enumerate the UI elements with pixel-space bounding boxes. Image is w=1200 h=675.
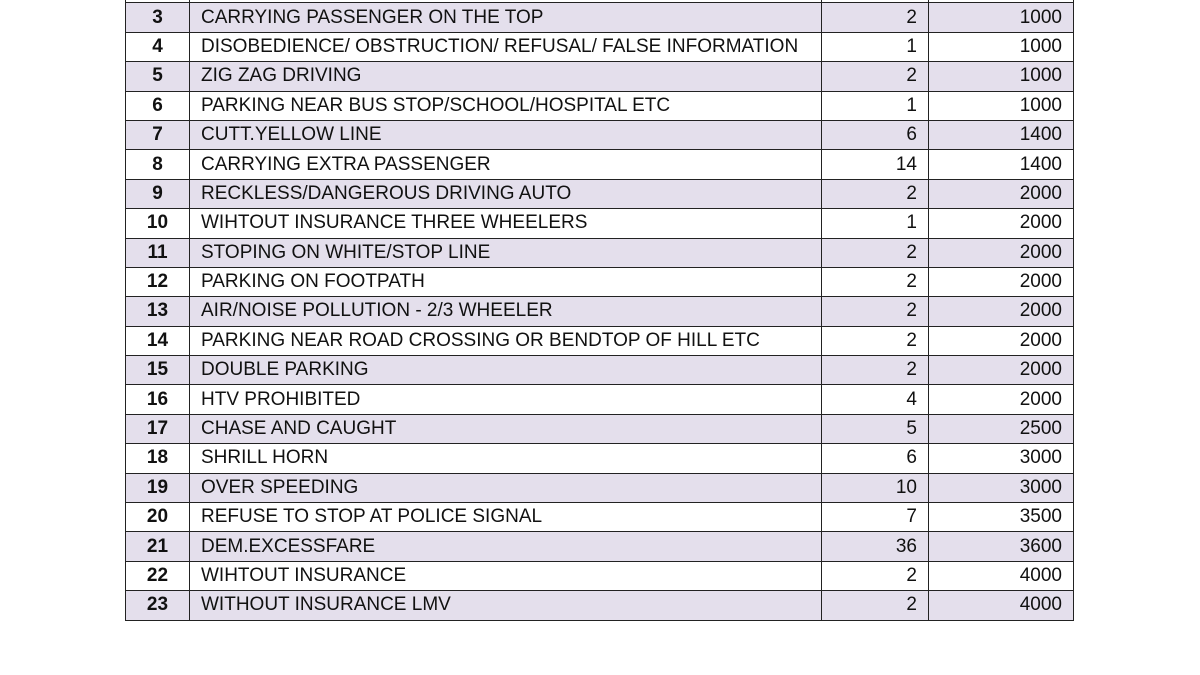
table-row [126, 591, 1074, 620]
offence-cell: HTV PROHIBITED [190, 385, 822, 414]
serial-number-cell: 9 [126, 179, 190, 208]
count-cell: 2 [822, 591, 929, 620]
table-row [126, 473, 1074, 502]
amount-cell: 1400 [929, 120, 1074, 149]
count-cell: 7 [822, 503, 929, 532]
count-cell: 2 [822, 326, 929, 355]
count-cell: 2 [822, 356, 929, 385]
offence-cell: WIHTOUT INSURANCE [190, 561, 822, 590]
offence-cell: PARKING NEAR BUS STOP/SCHOOL/HOSPITAL ETC [190, 91, 822, 120]
table-row [126, 532, 1074, 561]
table-row [126, 267, 1074, 296]
table-body [126, 0, 1074, 620]
amount-cell: 1000 [929, 91, 1074, 120]
serial-number-cell: 13 [126, 297, 190, 326]
table-row [126, 503, 1074, 532]
table-row [126, 444, 1074, 473]
offence-cell: CARRYING PASSENGER ON THE TOP [190, 3, 822, 32]
count-cell: 36 [822, 532, 929, 561]
offence-cell: DISOBEDIENCE/ OBSTRUCTION/ REFUSAL/ FALSE INFORMATION [190, 32, 822, 61]
amount-cell: 4000 [929, 591, 1074, 620]
amount-cell: 2500 [929, 414, 1074, 443]
table-row [126, 385, 1074, 414]
amount-cell: 1000 [929, 32, 1074, 61]
table-row [126, 150, 1074, 179]
serial-number-cell: 7 [126, 120, 190, 149]
offence-cell: SHRILL HORN [190, 444, 822, 473]
offence-cell: WIHTOUT INSURANCE THREE WHEELERS [190, 209, 822, 238]
amount-cell: 1400 [929, 150, 1074, 179]
serial-number-cell: 8 [126, 150, 190, 179]
offence-cell: REFUSE TO STOP AT POLICE SIGNAL [190, 503, 822, 532]
count-cell: 1 [822, 209, 929, 238]
count-cell: 2 [822, 267, 929, 296]
amount-cell: 1000 [929, 3, 1074, 32]
count-cell: 6 [822, 444, 929, 473]
serial-number-cell: 11 [126, 238, 190, 267]
count-cell: 2 [822, 238, 929, 267]
offence-cell: RECKLESS/DANGEROUS DRIVING AUTO [190, 179, 822, 208]
count-cell: 6 [822, 120, 929, 149]
offence-cell: STOPING ON WHITE/STOP LINE [190, 238, 822, 267]
offence-cell: CARRYING EXTRA PASSENGER [190, 150, 822, 179]
amount-cell: 3000 [929, 444, 1074, 473]
amount-cell: 2000 [929, 356, 1074, 385]
amount-cell: 2000 [929, 297, 1074, 326]
count-cell: 4 [822, 385, 929, 414]
serial-number-cell: 18 [126, 444, 190, 473]
offence-cell: CUTT.YELLOW LINE [190, 120, 822, 149]
table-row [126, 297, 1074, 326]
amount-cell: 2000 [929, 238, 1074, 267]
serial-number-cell: 4 [126, 32, 190, 61]
serial-number-cell: 21 [126, 532, 190, 561]
offence-cell: PARKING ON FOOTPATH [190, 267, 822, 296]
count-cell: 5 [822, 414, 929, 443]
table-row [126, 326, 1074, 355]
serial-number-cell: 17 [126, 414, 190, 443]
serial-number-cell: 3 [126, 3, 190, 32]
violations-table [125, 0, 1074, 621]
count-cell: 2 [822, 297, 929, 326]
serial-number-cell: 5 [126, 62, 190, 91]
serial-number-cell: 10 [126, 209, 190, 238]
serial-number-cell: 22 [126, 561, 190, 590]
offence-cell: OVER SPEEDING [190, 473, 822, 502]
serial-number-cell: 12 [126, 267, 190, 296]
amount-cell: 4000 [929, 561, 1074, 590]
serial-number-cell: 14 [126, 326, 190, 355]
amount-cell: 2000 [929, 326, 1074, 355]
table-row [126, 32, 1074, 61]
offence-cell: ZIG ZAG DRIVING [190, 62, 822, 91]
table-row [126, 209, 1074, 238]
count-cell: 14 [822, 150, 929, 179]
table-row [126, 561, 1074, 590]
offence-cell: DOUBLE PARKING [190, 356, 822, 385]
table-row [126, 62, 1074, 91]
offence-cell: CHASE AND CAUGHT [190, 414, 822, 443]
count-cell: 2 [822, 179, 929, 208]
table-row [126, 179, 1074, 208]
amount-cell: 2000 [929, 179, 1074, 208]
offence-cell: PARKING NEAR ROAD CROSSING OR BENDTOP OF HILL ETC [190, 326, 822, 355]
amount-cell: 3600 [929, 532, 1074, 561]
serial-number-cell: 15 [126, 356, 190, 385]
count-cell: 2 [822, 62, 929, 91]
table-row [126, 3, 1074, 32]
serial-number-cell: 6 [126, 91, 190, 120]
count-cell: 1 [822, 91, 929, 120]
count-cell: 2 [822, 3, 929, 32]
serial-number-cell: 19 [126, 473, 190, 502]
table-row [126, 238, 1074, 267]
table-row [126, 91, 1074, 120]
offence-cell: WITHOUT INSURANCE LMV [190, 591, 822, 620]
offence-cell: AIR/NOISE POLLUTION - 2/3 WHEELER [190, 297, 822, 326]
serial-number-cell: 20 [126, 503, 190, 532]
amount-cell: 2000 [929, 209, 1074, 238]
offence-cell: DEM.EXCESSFARE [190, 532, 822, 561]
amount-cell: 2000 [929, 267, 1074, 296]
table-row [126, 414, 1074, 443]
table-row [126, 120, 1074, 149]
table-row [126, 356, 1074, 385]
count-cell: 10 [822, 473, 929, 502]
serial-number-cell: 16 [126, 385, 190, 414]
count-cell: 2 [822, 561, 929, 590]
amount-cell: 1000 [929, 62, 1074, 91]
serial-number-cell: 23 [126, 591, 190, 620]
amount-cell: 3500 [929, 503, 1074, 532]
amount-cell: 2000 [929, 385, 1074, 414]
amount-cell: 3000 [929, 473, 1074, 502]
count-cell: 1 [822, 32, 929, 61]
